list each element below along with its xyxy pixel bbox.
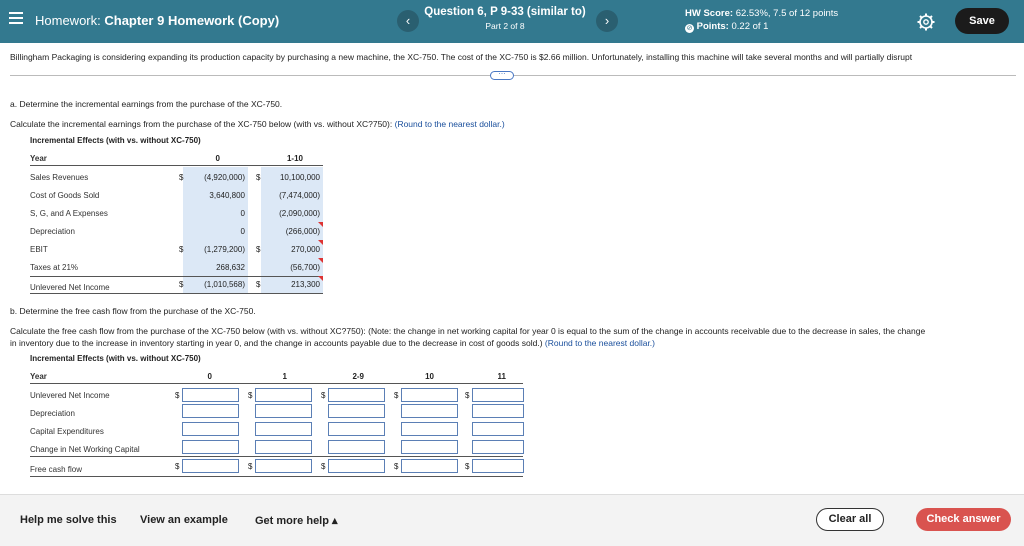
partial-credit-icon: ⊘ <box>686 25 693 32</box>
hw-score-value: 62.53%, 7.5 of 12 points <box>735 8 839 19</box>
dollar-sign: $ <box>256 173 261 182</box>
fcf-input[interactable] <box>255 422 312 436</box>
top-bar <box>0 0 1024 43</box>
column-header-10: 10 <box>425 372 434 381</box>
fcf-input[interactable] <box>255 440 312 454</box>
column-header-0: 0 <box>207 372 212 381</box>
row-label: Unlevered Net Income <box>30 283 110 292</box>
bottom-bar <box>0 494 1024 546</box>
question-part: Part 2 of 8 <box>485 21 525 31</box>
row-label: EBIT <box>30 245 48 254</box>
column-header-year: Year <box>30 372 47 381</box>
part-b-heading: b. Determine the free cash flow from the purchase of the XC-750. <box>10 306 256 316</box>
double-rule <box>30 476 523 477</box>
fcf-input[interactable] <box>255 388 312 402</box>
points-label: Points: <box>696 21 729 32</box>
get-more-help-link[interactable]: Get more help ▴ <box>255 515 338 527</box>
fcf-input[interactable] <box>472 422 524 436</box>
fcf-input[interactable] <box>328 404 385 418</box>
column-header-11: 11 <box>497 372 506 381</box>
menu-icon[interactable] <box>9 12 23 24</box>
next-question-button[interactable]: › <box>596 10 618 32</box>
row-label: Depreciation <box>30 409 75 418</box>
part-b-instruction-line1: Calculate the free cash flow from the purchase of the XC-750 below (with vs. without XC?750): (Note: the change in net working capital for year 0 is equal to the sum of the change in accounts receivable due to the decrease in sales, the change <box>10 326 926 336</box>
fcf-input[interactable] <box>182 388 239 402</box>
fcf-input[interactable] <box>328 422 385 436</box>
save-button[interactable]: Save <box>955 8 1009 34</box>
fcf-input[interactable] <box>472 459 524 473</box>
value-year1-10: 10,100,000 <box>279 173 320 182</box>
value-year1-10: 270,000 <box>291 245 320 254</box>
column-header-year: Year <box>30 154 47 163</box>
fcf-input[interactable] <box>401 404 458 418</box>
dollar-sign: $ <box>256 280 261 289</box>
fcf-input[interactable] <box>472 388 524 402</box>
help-me-solve-link[interactable]: Help me solve this <box>20 514 117 526</box>
fcf-input[interactable] <box>182 404 239 418</box>
value-year0: (4,920,000) <box>204 173 245 182</box>
fcf-input[interactable] <box>472 404 524 418</box>
dollar-sign: $ <box>175 462 180 471</box>
row-label: Taxes at 21% <box>30 263 79 272</box>
fcf-input[interactable] <box>472 440 524 454</box>
dollar-sign: $ <box>179 245 184 254</box>
value-year0: 0 <box>240 209 245 218</box>
value-year1-10: (2,090,000) <box>279 209 320 218</box>
dollar-sign: $ <box>321 391 326 400</box>
row-label: Capital Expenditures <box>30 427 104 436</box>
row-label: Unlevered Net Income <box>30 391 110 400</box>
dollar-sign: $ <box>394 462 399 471</box>
fcf-input[interactable] <box>401 440 458 454</box>
total-rule <box>30 276 323 277</box>
part-a-instruction <box>10 119 505 129</box>
value-year0: 3,640,800 <box>209 191 245 200</box>
header-rule <box>30 383 523 384</box>
value-year0: (1,010,568) <box>204 280 245 289</box>
fcf-input[interactable] <box>182 440 239 454</box>
dollar-sign: $ <box>465 462 470 471</box>
expand-problem-button[interactable]: ⋯ <box>490 71 514 80</box>
incorrect-marker <box>318 276 323 281</box>
dollar-sign: $ <box>179 280 184 289</box>
part-a-hint: (Round to the nearest dollar.) <box>394 119 505 129</box>
fcf-input[interactable] <box>328 440 385 454</box>
fcf-input[interactable] <box>401 422 458 436</box>
dollar-sign: $ <box>175 391 180 400</box>
fcf-input[interactable] <box>255 404 312 418</box>
fcf-input[interactable] <box>328 459 385 473</box>
check-answer-button[interactable]: Check answer <box>916 508 1011 531</box>
dollar-sign: $ <box>465 391 470 400</box>
part-b-instruction-line2 <box>10 338 655 348</box>
dollar-sign: $ <box>179 173 184 182</box>
part-b-table-title: Incremental Effects (with vs. without XC-750) <box>30 354 201 363</box>
dollar-sign: $ <box>321 462 326 471</box>
row-label: Depreciation <box>30 227 75 236</box>
part-b-instruction-text: in inventory due to the increase in inventory starting in year 0, and the change in accounts payable due to the decrease in cost of goods sold.) <box>10 338 543 348</box>
hw-score-label: HW Score: <box>685 8 734 19</box>
incorrect-marker <box>318 222 323 227</box>
dollar-sign: $ <box>248 391 253 400</box>
part-a-heading: a. Determine the incremental earnings from the purchase of the XC-750. <box>10 99 283 109</box>
incorrect-marker <box>318 240 323 245</box>
view-example-link[interactable]: View an example <box>140 514 228 526</box>
fcf-input[interactable] <box>401 459 458 473</box>
problem-intro: Billingham Packaging is considering expanding its production capacity by purchasing a new machine, the XC-750. The cost of the XC-750 is $2.66 million. Unfortunately, installing this machine will take several months and will partially disrupt <box>10 52 913 62</box>
dollar-sign: $ <box>394 391 399 400</box>
value-year1-10: 213,300 <box>291 280 320 289</box>
dollar-sign: $ <box>248 462 253 471</box>
dollar-sign: $ <box>256 245 261 254</box>
value-year1-10: (56,700) <box>290 263 320 272</box>
double-rule <box>30 293 323 294</box>
question-title: Question 6, P 9-33 (similar to) <box>424 6 586 18</box>
previous-question-button[interactable]: ‹ <box>397 10 419 32</box>
part-b-hint: (Round to the nearest dollar.) <box>544 338 655 348</box>
column-header-1-10: 1-10 <box>286 154 303 163</box>
total-rule <box>30 456 523 457</box>
row-label: Free cash flow <box>30 465 83 474</box>
homework-title <box>35 13 279 28</box>
row-label: S, G, and A Expenses <box>30 209 108 218</box>
settings-gear-icon[interactable] <box>916 12 936 32</box>
fcf-input[interactable] <box>255 459 312 473</box>
value-year1-10: (266,000) <box>285 227 320 236</box>
value-year0: 0 <box>240 227 245 236</box>
value-year0: 268,632 <box>216 263 245 272</box>
points <box>685 21 768 33</box>
part-a-table-title: Incremental Effects (with vs. without XC-750) <box>30 136 201 145</box>
part-a-instruction-text: Calculate the incremental earnings from the purchase of the XC-750 below (with vs. without XC?750): <box>10 119 393 129</box>
row-label: Sales Revenues <box>30 173 89 182</box>
value-year1-10: (7,474,000) <box>279 191 320 200</box>
column-header-0: 0 <box>215 154 220 163</box>
fcf-input[interactable] <box>328 388 385 402</box>
homework-title-text: Chapter 9 Homework (Copy) <box>104 13 280 28</box>
clear-all-button[interactable]: Clear all <box>816 508 884 531</box>
row-label: Change in Net Working Capital <box>30 445 140 454</box>
value-year0: (1,279,200) <box>204 245 245 254</box>
fcf-input[interactable] <box>182 459 239 473</box>
row-label: Cost of Goods Sold <box>30 191 100 200</box>
fcf-input[interactable] <box>401 388 458 402</box>
homework-prefix: Homework: <box>35 13 101 28</box>
points-value: 0.22 of 1 <box>731 21 769 32</box>
column-header-1: 1 <box>282 372 287 381</box>
hw-score <box>685 8 838 19</box>
incorrect-marker <box>318 258 323 263</box>
column-header-2-9: 2-9 <box>352 372 364 381</box>
header-rule <box>30 165 323 166</box>
fcf-input[interactable] <box>182 422 239 436</box>
